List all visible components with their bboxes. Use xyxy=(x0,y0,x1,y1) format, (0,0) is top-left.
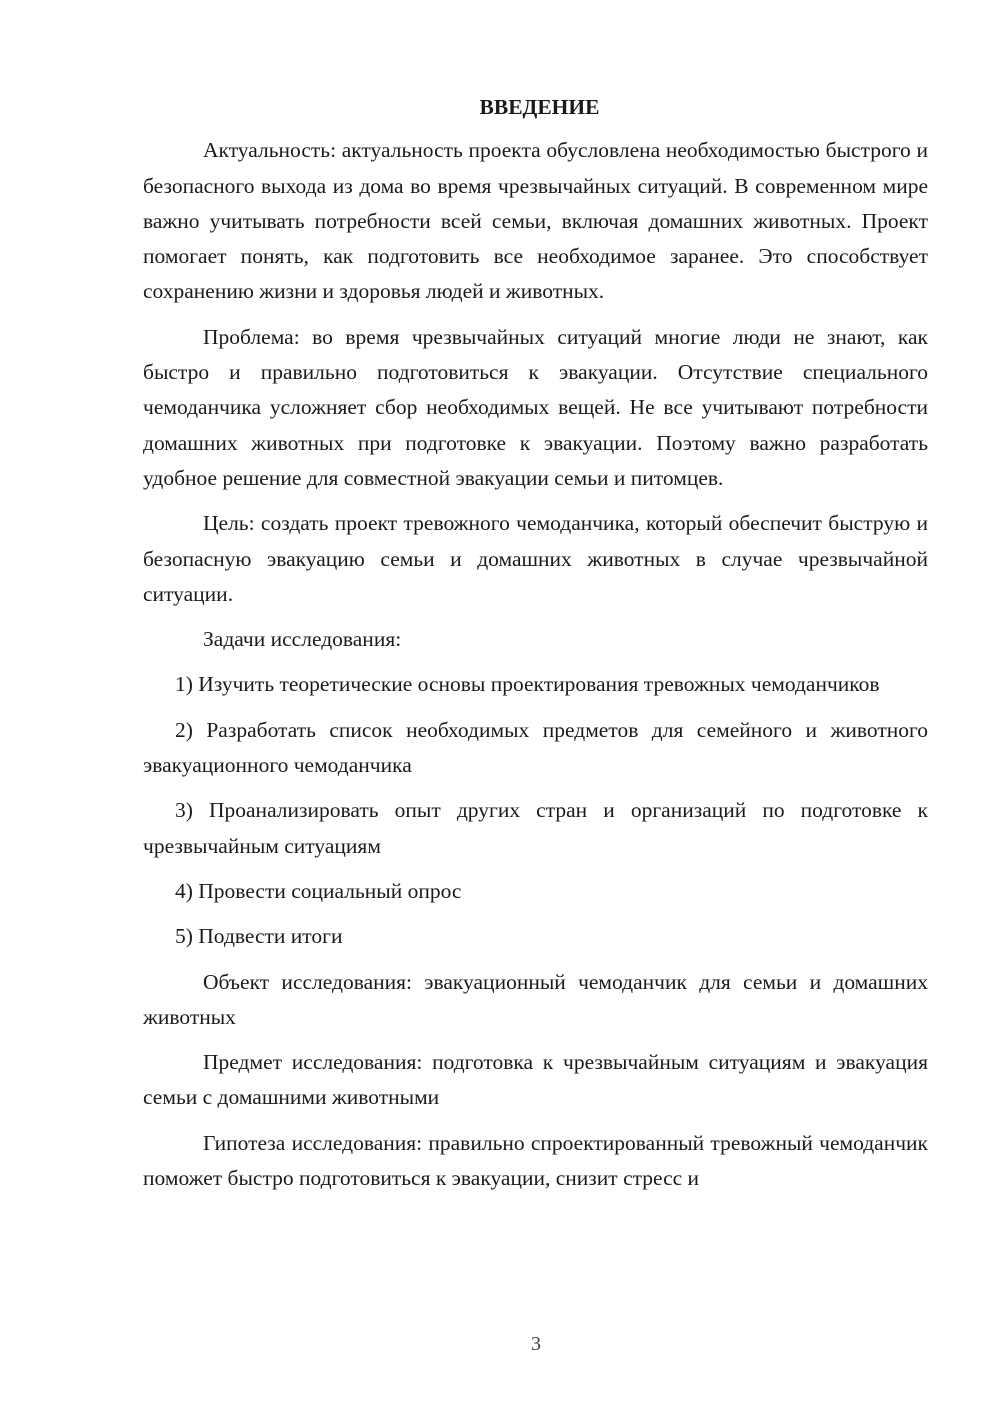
paragraph-relevance: Актуальность: актуальность проекта обусловлена необходимостью быстрого и безопасного выхода из дома во время чрезвычайных ситуаций. В современном мире важно учитывать потребности всей семьи, включая домашних животных. Проект помогает понять, как подготовить все необходимое заранее. Это способствует сохранению жизни и здоровья людей и животных. xyxy=(143,138,928,304)
task-item-1: 1) Изучить теоретические основы проектирования тревожных чемоданчиков xyxy=(175,672,880,697)
paragraph-subject: Предмет исследования: подготовка к чрезвычайным ситуациям и эвакуация семьи с домашними животными xyxy=(143,1050,928,1110)
paragraph-object: Объект исследования: эвакуационный чемоданчик для семьи и домашних животных xyxy=(143,969,928,1029)
task-item-4: 4) Провести социальный опрос xyxy=(175,878,462,903)
paragraph-problem: Проблема: во время чрезвычайных ситуаций многие люди не знают, как быстро и правильно подготовиться к эвакуации. Отсутствие специального чемоданчика усложняет сбор необходимых вещей. Не все учитывают потребности домашних животных при подготовке к эвакуации. Поэтому важно разработать удобное решение для совместной эвакуации семьи и питомцев. xyxy=(143,324,928,490)
task-item-5: 5) Подвести итоги xyxy=(175,924,343,949)
task-item-2: 2) Разработать список необходимых предметов для семейного и животного эвакуационного чемоданчика xyxy=(143,717,928,778)
page-number: 3 xyxy=(531,1333,541,1355)
tasks-heading: Задачи исследования: xyxy=(203,627,402,652)
document-page xyxy=(143,90,928,1206)
document-title: ВВЕДЕНИЕ xyxy=(479,95,600,119)
task-item-3: 3) Проанализировать опыт других стран и организаций по подготовке к чрезвычайным ситуациям xyxy=(143,798,928,858)
paragraph-hypothesis: Гипотеза исследования: правильно спроектированный тревожный чемоданчик поможет быстро подготовиться к эвакуации, снизит стресс и xyxy=(143,1130,928,1191)
paragraph-goal: Цель: создать проект тревожного чемоданчика, который обеспечит быструю и безопасную эвакуацию семьи и домашних животных в случае чрезвычайной ситуации. xyxy=(143,511,928,606)
